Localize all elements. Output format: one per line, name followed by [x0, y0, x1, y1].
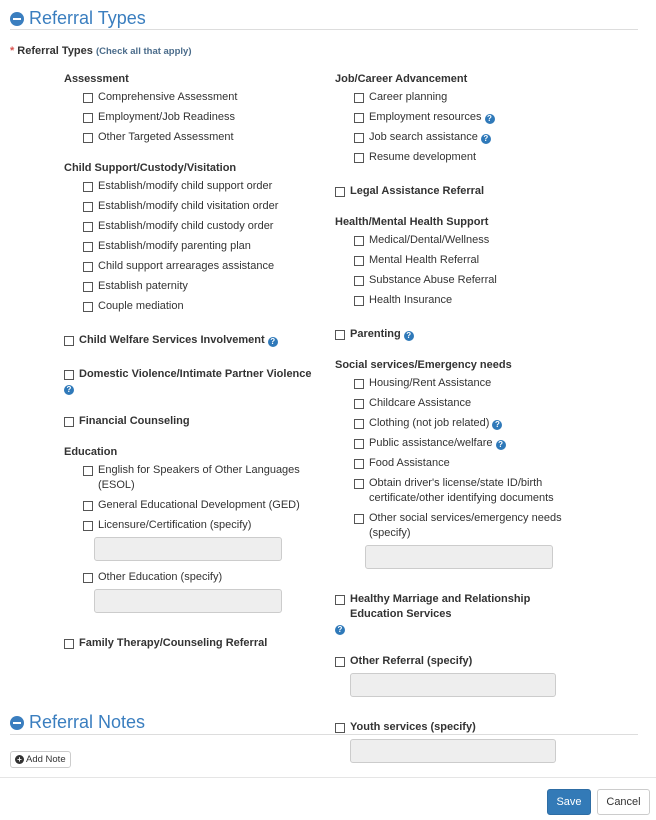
checkbox[interactable]: [83, 182, 93, 192]
checkbox-label: Other Referral (specify): [350, 654, 473, 667]
checkbox-other-social-services-emergency-needs-specify[interactable]: [335, 508, 585, 575]
checkbox-label: Clothing (not job related): [369, 416, 490, 429]
help-icon[interactable]: ?: [485, 114, 495, 124]
checkbox[interactable]: [354, 296, 364, 306]
checkbox-label: Resume development: [369, 150, 477, 163]
checkbox[interactable]: [354, 93, 364, 103]
field-hint: (Check all that apply): [95, 46, 192, 57]
checkbox-other-targeted-assessment[interactable]: [64, 127, 314, 147]
checkbox-label: Employment resources: [369, 110, 482, 123]
checkbox-resume-development[interactable]: [335, 147, 585, 167]
checkbox[interactable]: [354, 419, 364, 429]
checkbox-family-therapy-counseling-referral[interactable]: [64, 633, 314, 653]
checkbox[interactable]: [335, 187, 345, 197]
checkbox-label: Couple mediation: [98, 299, 184, 312]
checkbox-healthy-marriage-and-relationship-education-services[interactable]: [335, 589, 585, 637]
checkbox-couple-mediation[interactable]: [64, 296, 314, 316]
divider: [10, 734, 638, 735]
checkbox[interactable]: [354, 399, 364, 409]
checkbox[interactable]: [83, 501, 93, 511]
checkbox-label: Establish/modify child custody order: [98, 219, 274, 232]
checkbox-housing-rent-assistance[interactable]: [335, 373, 585, 393]
checkbox-legal-assistance-referral[interactable]: [335, 181, 585, 201]
help-icon[interactable]: ?: [481, 134, 491, 144]
checkbox-licensure-certification-specify[interactable]: [64, 515, 314, 567]
checkbox-establish-modify-parenting-plan[interactable]: [64, 236, 314, 256]
add-note-label: Add Note: [26, 754, 66, 765]
group-heading: Job/Career Advancement: [335, 73, 468, 85]
checkbox[interactable]: [354, 133, 364, 143]
checkbox[interactable]: [354, 439, 364, 449]
checkbox[interactable]: [83, 466, 93, 476]
checkbox-label: Childcare Assistance: [369, 396, 472, 409]
checkbox[interactable]: [335, 657, 345, 667]
help-icon[interactable]: ?: [335, 625, 345, 635]
checkbox[interactable]: [83, 302, 93, 312]
checkbox-general-educational-development-ged[interactable]: [64, 495, 314, 515]
specify-input[interactable]: [94, 589, 282, 613]
checkbox-child-support-arrearages-assistance[interactable]: [64, 256, 314, 276]
checkbox-label: Comprehensive Assessment: [98, 90, 238, 103]
specify-input[interactable]: [350, 673, 556, 697]
checkbox[interactable]: [83, 573, 93, 583]
checkbox-youth-services-specify[interactable]: [335, 717, 585, 769]
required-asterisk: *: [10, 45, 15, 57]
checkbox[interactable]: [83, 242, 93, 252]
checkbox-label: Career planning: [369, 90, 448, 103]
plus-circle-icon: +: [15, 755, 24, 764]
left-column: [64, 72, 314, 653]
group-heading: Assessment: [64, 73, 129, 85]
group-heading: Child Support/Custody/Visitation: [64, 162, 237, 174]
right-column: [335, 72, 585, 769]
checkbox[interactable]: [83, 521, 93, 531]
specify-input[interactable]: [365, 545, 553, 569]
checkbox-obtain-driver-s-license-state-id-birth-certificate-other-identifying-documents[interactable]: [335, 473, 585, 508]
checkbox-label: Child Welfare Services Involvement: [79, 333, 265, 346]
checkbox-label: Employment/Job Readiness: [98, 110, 235, 123]
help-icon[interactable]: ?: [496, 440, 506, 450]
group-heading: Education: [64, 446, 118, 458]
checkbox-domestic-violence-intimate-partner-violence[interactable]: [64, 364, 314, 397]
checkbox-label: Other Education (specify): [98, 570, 223, 583]
checkbox-child-welfare-services-involvement[interactable]: [64, 330, 314, 350]
checkbox[interactable]: [335, 330, 345, 340]
checkbox-label: General Educational Development (GED): [98, 498, 300, 511]
checkbox-parenting[interactable]: [335, 324, 585, 344]
checkbox[interactable]: [354, 514, 364, 524]
checkbox[interactable]: [64, 370, 74, 380]
checkbox-other-referral-specify[interactable]: [335, 651, 585, 703]
referral-types-label: [10, 45, 192, 57]
checkbox-public-assistance-welfare[interactable]: [335, 433, 585, 453]
checkbox-label: Family Therapy/Counseling Referral: [79, 636, 268, 649]
checkbox-food-assistance[interactable]: [335, 453, 585, 473]
checkbox[interactable]: [354, 153, 364, 163]
checkbox[interactable]: [83, 202, 93, 212]
checkbox[interactable]: [354, 236, 364, 246]
specify-input[interactable]: [350, 739, 556, 763]
checkbox-label: Licensure/Certification (specify): [98, 518, 252, 531]
checkbox-comprehensive-assessment[interactable]: [64, 87, 314, 107]
help-icon[interactable]: ?: [492, 420, 502, 430]
checkbox-label: Domestic Violence/Intimate Partner Violence: [79, 367, 312, 380]
checkbox-label: Child support arrearages assistance: [98, 259, 275, 272]
checkbox-label: Obtain driver's license/state ID/birth certificate/other identifying documents: [369, 476, 554, 504]
checkbox[interactable]: [64, 417, 74, 427]
checkbox-label: Mental Health Referral: [369, 253, 480, 266]
checkbox[interactable]: [354, 479, 364, 489]
group-heading: Social services/Emergency needs: [335, 359, 512, 371]
checkbox-label: Food Assistance: [369, 456, 450, 469]
checkbox-label: Other social services/emergency needs (specify): [369, 511, 562, 539]
footer-divider: [0, 777, 656, 778]
collapse-icon[interactable]: [10, 716, 24, 730]
checkbox[interactable]: [335, 723, 345, 733]
checkbox-health-insurance[interactable]: [335, 290, 585, 310]
field-label: Referral Types: [17, 45, 93, 57]
checkbox-label: English for Speakers of Other Languages (ESOL): [98, 463, 300, 491]
checkbox-label: Healthy Marriage and Relationship Education Services: [350, 592, 531, 620]
checkbox[interactable]: [354, 256, 364, 266]
checkbox-label: Youth services (specify): [350, 720, 476, 733]
section-title: Referral Types: [29, 8, 146, 28]
checkbox[interactable]: [64, 336, 74, 346]
checkbox-label: Legal Assistance Referral: [350, 184, 485, 197]
checkbox[interactable]: [354, 459, 364, 469]
checkbox-medical-dental-wellness[interactable]: [335, 230, 585, 250]
checkbox-label: Establish paternity: [98, 279, 188, 292]
cancel-button[interactable]: Cancel: [597, 789, 650, 815]
checkbox-job-search-assistance[interactable]: [335, 127, 585, 147]
checkbox[interactable]: [83, 113, 93, 123]
group-heading: Health/Mental Health Support: [335, 216, 489, 228]
collapse-icon[interactable]: [10, 12, 24, 26]
save-button[interactable]: Save: [547, 789, 591, 815]
checkbox-label: Substance Abuse Referral: [369, 273, 497, 286]
checkbox-label: Other Targeted Assessment: [98, 130, 234, 143]
checkbox-employment-job-readiness[interactable]: [64, 107, 314, 127]
help-icon[interactable]: ?: [268, 337, 278, 347]
help-icon[interactable]: ?: [404, 331, 414, 341]
checkbox-career-planning[interactable]: [335, 87, 585, 107]
referral-notes-section-header[interactable]: [10, 712, 145, 733]
help-icon[interactable]: ?: [64, 385, 74, 395]
checkbox-label: Medical/Dental/Wellness: [369, 233, 490, 246]
checkbox-other-education-specify[interactable]: [64, 567, 314, 619]
checkbox-mental-health-referral[interactable]: [335, 250, 585, 270]
checkbox-label: Job search assistance: [369, 130, 478, 143]
checkbox-label: Establish/modify child support order: [98, 179, 273, 192]
checkbox-substance-abuse-referral[interactable]: [335, 270, 585, 290]
referral-types-section-header[interactable]: [10, 8, 146, 29]
checkbox[interactable]: [354, 379, 364, 389]
checkbox[interactable]: [83, 133, 93, 143]
add-note-button[interactable]: [10, 751, 71, 768]
checkbox[interactable]: [83, 262, 93, 272]
checkbox-label: Parenting: [350, 327, 401, 340]
checkbox[interactable]: [83, 282, 93, 292]
specify-input[interactable]: [94, 537, 282, 561]
checkbox-clothing-not-job-related[interactable]: [335, 413, 585, 433]
checkbox-financial-counseling[interactable]: [64, 411, 314, 431]
checkbox-establish-modify-child-support-order[interactable]: [64, 176, 314, 196]
section-title: Referral Notes: [29, 712, 146, 732]
checkbox[interactable]: [354, 276, 364, 286]
checkbox-english-for-speakers-of-other-languages-esol[interactable]: [64, 460, 314, 495]
checkbox-label: Public assistance/welfare: [369, 436, 493, 449]
checkbox-label: Financial Counseling: [79, 414, 190, 427]
checkbox-establish-paternity[interactable]: [64, 276, 314, 296]
checkbox[interactable]: [83, 93, 93, 103]
divider: [10, 29, 638, 30]
checkbox-establish-modify-child-visitation-order[interactable]: [64, 196, 314, 216]
checkbox[interactable]: [335, 595, 345, 605]
checkbox-employment-resources[interactable]: [335, 107, 585, 127]
checkbox-label: Health Insurance: [369, 293, 453, 306]
checkbox-label: Housing/Rent Assistance: [369, 376, 492, 389]
checkbox-childcare-assistance[interactable]: [335, 393, 585, 413]
checkbox-establish-modify-child-custody-order[interactable]: [64, 216, 314, 236]
checkbox-label: Establish/modify parenting plan: [98, 239, 251, 252]
checkbox[interactable]: [83, 222, 93, 232]
checkbox[interactable]: [64, 639, 74, 649]
checkbox[interactable]: [354, 113, 364, 123]
checkbox-label: Establish/modify child visitation order: [98, 199, 279, 212]
